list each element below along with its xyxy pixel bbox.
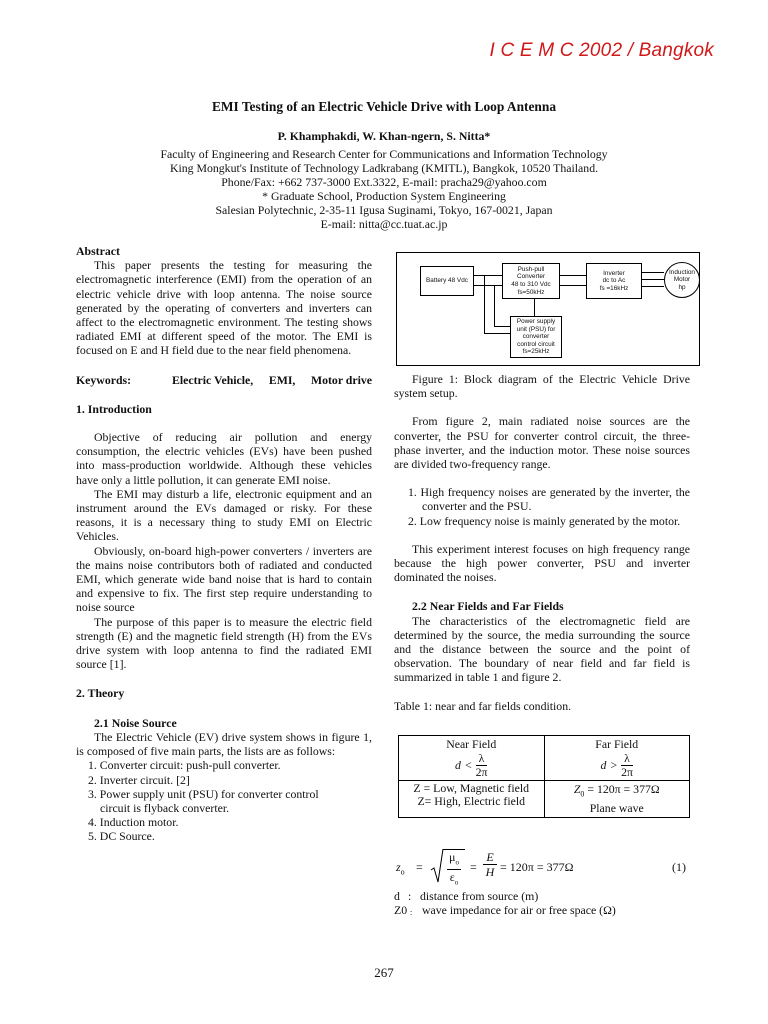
connector-line (559, 285, 586, 286)
parts-list (76, 758, 372, 843)
intro-paragraph: The purpose of this paper is to measure the electric field strength (E) and the magnetic field strength (H) from the EVs drive system with loop antenna to find the radiated EMI source [1]. (76, 614, 372, 672)
connector-line (484, 275, 485, 333)
left-column (76, 244, 372, 844)
keywords-label: Keywords: (76, 372, 132, 387)
body-paragraph: This experiment interest focuses on high frequency range because the high power converter, PSU and inverter dominated the noises. (394, 541, 690, 585)
list-item: 1. High frequency noises are generated by the inverter, the converter and the PSU. (408, 485, 690, 514)
affiliation-line: Phone/Fax: +662 737-3000 Ext.3322, E-mail: pracha29@yahoo.com (221, 175, 547, 189)
list-item: 2. Inverter circuit. [2] (88, 772, 190, 787)
paper-authors: P. Khamphakdi, W. Khan-ngern, S. Nitta* (277, 129, 491, 143)
battery-block: Battery 48 Vdc (420, 266, 474, 296)
equation-number: (1) (672, 860, 686, 874)
connector-line (484, 333, 510, 334)
list-item: 4. Induction motor. (88, 815, 179, 830)
table-header-near: Near Field d < $\frac{\lambda}{2\pi}$ (399, 736, 545, 781)
list-item: 2. Low frequency noise is mainly generated by the motor. (408, 513, 681, 528)
near-far-table (398, 735, 690, 818)
affiliation-line: * Graduate School, Production System Engineering (262, 189, 506, 203)
keyword: EMI, (268, 372, 296, 387)
figure-1-block-diagram (396, 252, 700, 366)
theory-paragraph: The Electric Vehicle (EV) drive system shows in figure 1, is composed of five main parts, the lists are as follows: (76, 729, 372, 759)
intro-paragraph: Objective of reducing air pollution and energy consumption, the electric vehicles (EVs) have been pushed into mass-production worldwide. Although these vehicles have only a little pollution, it can generate EMI noise. (76, 430, 372, 487)
list-item: 3. Power supply unit (PSU) for converter control (88, 786, 319, 801)
paper-title: EMI Testing of an Electric Vehicle Drive with Loop Antenna (211, 99, 557, 114)
right-column (394, 372, 690, 713)
keyword: Motor drive (310, 372, 372, 387)
abstract-text: This paper presents the testing for measuring the electromagnetic interference (EMI) from the operation of an electric vehicle drive with loop antenna. The noise source generated by the operating of converters and inverters can affect to the electromagnetic environment. The testing shows radiated EMI at different speed of the motor. The EMI is focused on E and H field due to the near field phenomena. (76, 258, 372, 358)
affiliation-lines (0, 147, 768, 231)
connector-line (641, 286, 664, 287)
table-1-caption: Table 1: near and far fields condition. (394, 698, 572, 713)
affiliation-line: King Mongkut's Institute of Technology Ladkrabang (KMITL), Bangkok, 10520 Thailand. (169, 161, 599, 175)
frequency-list (394, 485, 690, 528)
page-number: 267 (374, 965, 394, 980)
body-paragraph: The characteristics of the electromagnetic field are determined by the source, the media surrounding the source and the distance between the source and the point of observation. The boundary of near field and far field is summarized in table 1 and figure 2. (394, 613, 690, 685)
noise-source-subheading: 2.1 Noise Source (94, 715, 177, 730)
inverter-block: Inverter dc to Ac fs =16kHz (586, 263, 642, 299)
affiliation-line: Faculty of Engineering and Research Center for Communications and Information Technology (160, 147, 608, 161)
equation-definitions (394, 889, 690, 920)
list-item: 5. DC Source. (88, 829, 155, 844)
table-header-far: Far Field d > $\frac{\lambda}{2\pi}$ (544, 736, 690, 781)
near-far-subheading: 2.2 Near Fields and Far Fields (412, 599, 564, 614)
body-paragraph: From figure 2, main radiated noise sources are the converter, the PSU for converter control circuit, the three-phase inverter, and the induction motor. These noise sources are divided two-frequency range. (394, 414, 690, 472)
connector-line (473, 285, 502, 286)
intro-paragraph: Obviously, on-board high-power converters / inverters are the mains noise contributors both of radiated and conducted EMI, which generate wide band noise that is hard to contain and expensive to fix. The first step require understanding to noise source (76, 543, 372, 615)
table-cell-near-impedance: Z = Low, Magnetic field Z= High, Electric field (399, 781, 545, 818)
affiliation-line: E-mail: nitta@cc.tuat.ac.jp (320, 217, 448, 231)
connector-line (534, 298, 535, 316)
theory-heading: 2. Theory (76, 686, 125, 701)
list-item: 1. Converter circuit: push-pull converter. (88, 758, 281, 773)
keywords-line (76, 373, 372, 387)
equation-1: $z_o$ = $\mu_o$ $\varepsilon_o$ = E H = 120π = 377Ω (1) (396, 850, 686, 887)
connector-line (641, 279, 664, 280)
connector-line (494, 326, 510, 327)
list-item: circuit is flyback converter. (100, 800, 230, 815)
keyword: Electric Vehicle, (172, 372, 254, 387)
conference-header: I C E M C 2002 / Bangkok (489, 40, 714, 61)
psu-block: Power supply unit (PSU) for converter control circuit fs=25kHz (510, 316, 562, 358)
connector-line (641, 272, 664, 273)
figure-1-caption: Figure 1: Block diagram of the Electric Vehicle Drive system setup. (394, 372, 690, 401)
push-pull-converter-block: Push-pull Converter 48 to 310 Vdc fs=50kHz (502, 263, 560, 299)
affiliation-line: Salesian Polytechnic, 2-35-11 Igusa Suginami, Tokyo, 167-0021, Japan (215, 203, 553, 217)
definition-row: d : distance from source (m) (394, 889, 539, 903)
induction-motor-block: Induction Motor hp (664, 262, 700, 298)
sqrt-sign (430, 848, 444, 884)
connector-line (473, 275, 502, 276)
abstract-heading: Abstract (76, 244, 120, 258)
definition-row: Z0 : wave impedance for air or free space (Ω) (394, 903, 616, 918)
connector-line (559, 275, 586, 276)
intro-paragraph: The EMI may disturb a life, electronic equipment and an instrument around the EVs damaged or risky. For these reasons, it is a necessary thing to study EMI on Electric Vehicles. (76, 486, 372, 544)
table-cell-far-impedance: $Z_0 = 120\pi = 377\Omega$ Plane wave (544, 781, 690, 818)
intro-heading: 1. Introduction (76, 401, 152, 416)
connector-line (494, 285, 495, 326)
